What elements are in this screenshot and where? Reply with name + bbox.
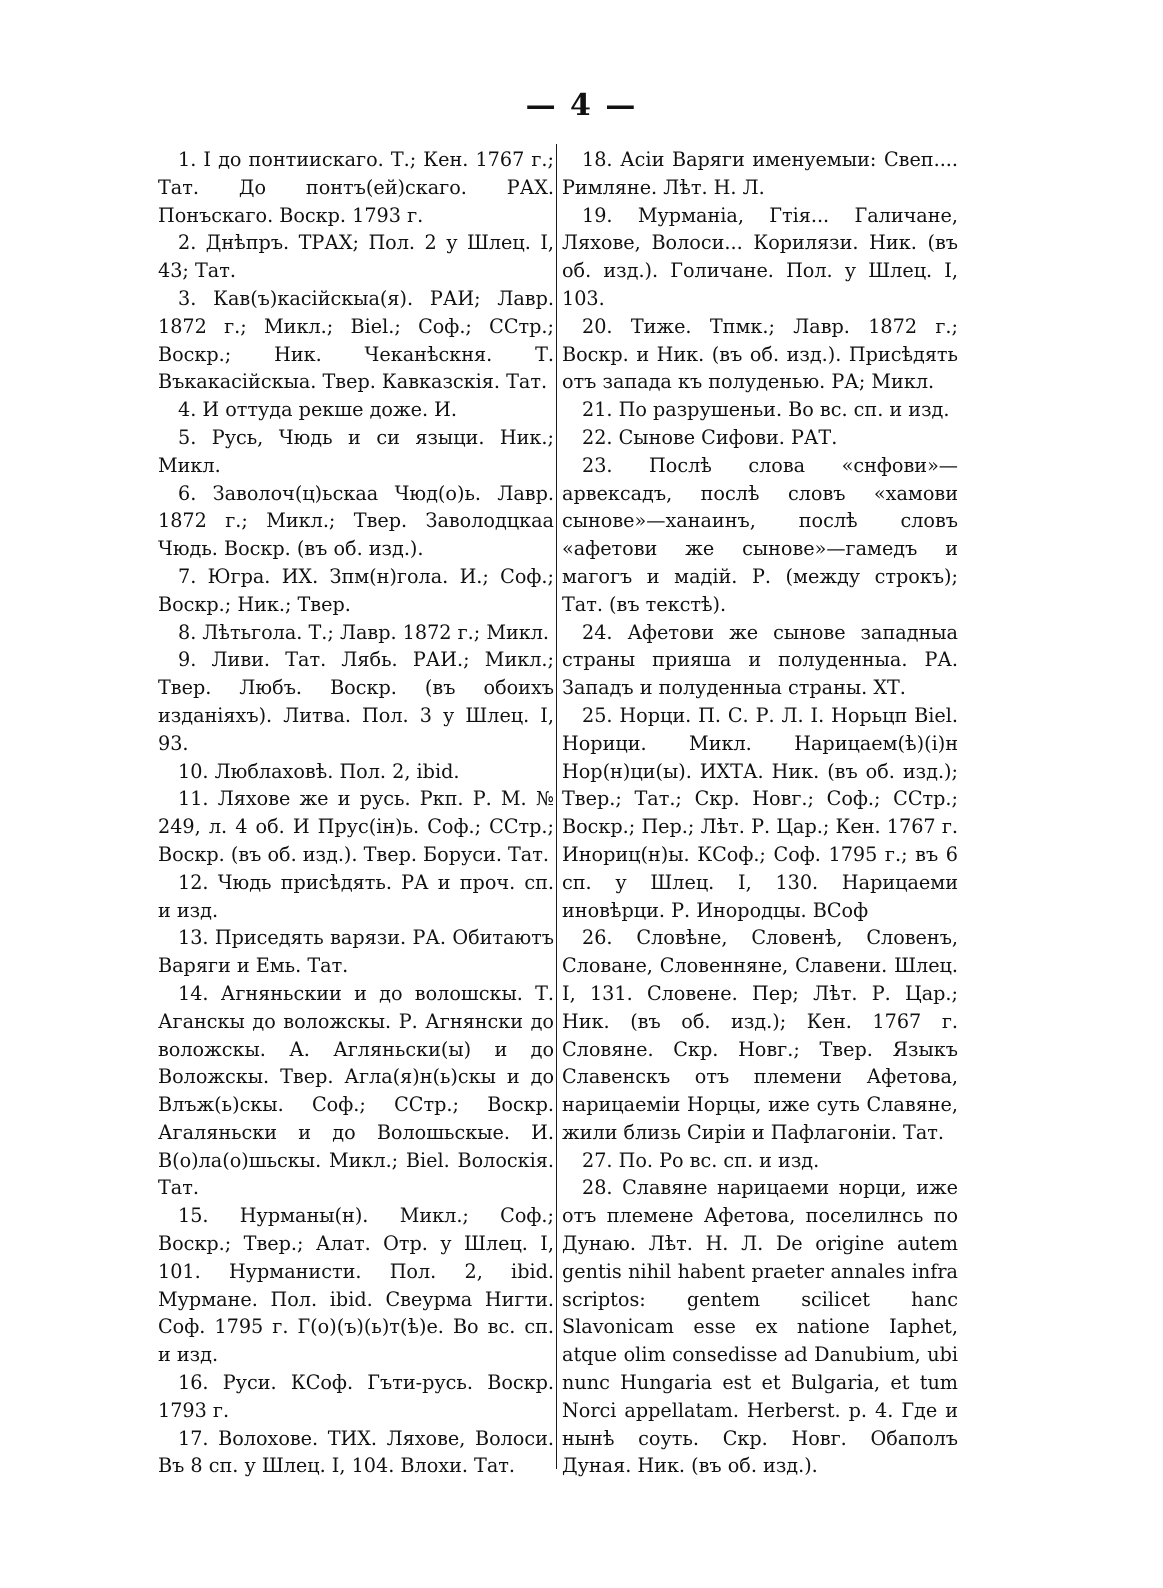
footnote-26: 26. Словѣне, Словенѣ, Словенъ, Словане, Словенняне, Славени. Шлец. I, 131. Словене. Пер; Лѣт. Р. Цар.; Ник. (въ об. изд.); Кен. 1767 г. Словяне. Скр. Новг.; Твер. Языкъ Славенскъ отъ племени Афетова, нарицаеміи Норцы, иже суть Славяне, жили близь Сиріи и Пафлагоніи. Тат. <box>562 926 958 1144</box>
footnote-1: 1. I до понтиискаго. Т.; Кен. 1767 г.; Тат. До понтъ(ей)скаго. РАХ. Понъскаго. Воскр. 1793 г. <box>158 148 554 227</box>
footnote-23: 23. Послѣ слова «снфови»—арвексадъ, послѣ словъ «хамови сынове»—ханаинъ, послѣ словъ «афетови же сынове»—гамедъ и магогъ и мадій. Р. (между строкъ); Тат. (въ текстѣ). <box>562 453 958 616</box>
footnote-13: 13. Приседять варязи. РА. Обитаютъ Варяги и Емь. Тат. <box>158 926 554 978</box>
footnote-16: 16. Руси. КСоф. Гъти-русь. Воскр. 1793 г. <box>158 1371 554 1422</box>
footnote-5: 5. Русь, Чюдь и си языци. Ник.; Микл. <box>158 425 554 477</box>
page-number: — 4 — <box>525 88 638 123</box>
footnote-3: 3. Кав(ъ)касійскыа(я). РАИ; Лавр. 1872 г.; Микл.; Biel.; Соф.; ССтр.; Воскр.; Ник. Чеканѣскня. Т. Въкакасійскыа. Твер. Кавказскія. Тат. <box>158 286 554 394</box>
footnote-28: 28. Славяне нарицаеми норци, иже отъ племене Афетова, поселилнсь по Дунаю. Лѣт. Н. Л. De origine autem gentis nihil habent praeter annales infra scriptos: gentem scilicet hanc Slavonicam esse ex natione Iaphet, atque olim consedisse ad Danubium, ubi nunc Hungaria est et Bulgaria, et tum Norci appellatam. Herberst. p. 4. Где и нынѣ соуть. Скр. Новг. Обаполъ Дуная. Ник. (въ об. изд.). <box>562 1176 958 1478</box>
footnote-14: 14. Агняньскии и до волошскы. Т. Аганскы до воложскы. Р. Агнянски до воложскы. А. Агляньски(ы) и до Воложскы. Твер. Агла(я)н(ь)скы и до Влъж(ь)скы. Соф.; ССтр.; Воскр. Агаляньски и до Волошьскые. И. В(о)ла(о)шьскы. Микл.; Biel. Волоскія. Тат. <box>158 981 554 1200</box>
footnote-4: 4. И оттуда рекше доже. И. <box>178 398 457 422</box>
footnote-7: 7. Югра. ИХ. Зпм(н)гола. И.; Соф.; Воскр.; Ник.; Твер. <box>158 564 554 616</box>
footnote-20: 20. Тиже. Тпмк.; Лавр. 1872 г.; Воскр. и Ник. (въ об. изд.). Присѣдять отъ запада къ полуденью. РА; Микл. <box>562 314 958 394</box>
left-column <box>158 146 554 1498</box>
footnote-11: 11. Ляхове же и русь. Ркп. Р. М. № 249, л. 4 об. И Прус(ін)ь. Соф.; ССтр.; Воскр. (въ об. изд.). Твер. Боруси. Тат. <box>158 787 554 866</box>
footnote-19: 19. Мурманіа, Гтія... Галичане, Ляхове, Волоси... Корилязи. Ник. (въ об. изд.). Голичане. Пол. у Шлец. I, 103. <box>562 203 958 310</box>
right-column <box>562 146 958 1498</box>
footnote-8: 8. Лѣтьгола. Т.; Лавр. 1872 г.; Микл. <box>178 620 550 644</box>
footnote-15: 15. Нурманы(н). Микл.; Соф.; Воскр.; Твер.; Алат. Отр. у Шлец. I, 101. Нурманисти. Пол. 2, ibid. Мурмане. Пол. ibid. Свеурма Нигти. Соф. 1795 г. Г(о)(ъ)(ь)т(ѣ)е. Во вс. сп. и изд. <box>158 1204 554 1367</box>
footnote-27: 27. По. Ро вс. сп. и изд. <box>582 1148 820 1172</box>
footnote-18: 18. Асіи Варяги именуемыи: Свеп.... Римляне. Лѣт. Н. Л. <box>562 148 958 199</box>
footnote-9: 9. Ливи. Тат. Лябь. РАИ.; Микл.; Твер. Любъ. Воскр. (въ обоихъ изданіяхъ). Литва. Пол. 3 у Шлец. I, 93. <box>158 648 554 755</box>
footnote-17: 17. Волохове. ТИХ. Ляхове, Волоси. Въ 8 сп. у Шлец. I, 104. Влохи. Тат. <box>158 1426 554 1478</box>
footnote-25: 25. Норци. П. С. Р. Л. I. Норьцп Biel. Норици. Микл. Нарицаем(ѣ)(і)н Нор(н)ци(ы). ИХТА. Ник. (въ об. изд.); Твер.; Тат.; Скр. Новг.; Соф.; ССтр.; Воскр.; Пер.; Лѣт. Р. Цар.; Кен. 1767 г. Инориц(н)ы. КСоф.; Соф. 1795 г.; въ 6 сп. у Шлец. I, 130. Нарицаеми иновѣрци. Р. Инородцы. ВСоф <box>562 703 958 922</box>
footnote-6: 6. Заволоч(ц)ьскаа Чюд(о)ь. Лавр. 1872 г.; Микл.; Твер. Заволодцкаа Чюдь. Воскр. (въ об. изд.). <box>158 481 554 561</box>
footnote-12: 12. Чюдь присѣдять. РА и проч. сп. и изд. <box>158 870 554 922</box>
column-divider <box>556 144 557 1469</box>
footnote-21: 21. По разрушеньи. Во вс. сп. и изд. <box>582 398 950 422</box>
footnote-10: 10. Люблаховѣ. Пол. 2, ibid. <box>178 759 460 783</box>
footnote-2: 2. Днѣпръ. ТРАХ; Пол. 2 у Шлец. I, 43; Тат. <box>158 231 554 283</box>
footnote-24: 24. Афетови же сынове западныа страны прияша и полуденныа. РА. Западъ и полуденныа страны. ХТ. <box>562 620 958 700</box>
footnote-22: 22. Сынове Сифови. РАТ. <box>582 425 838 449</box>
